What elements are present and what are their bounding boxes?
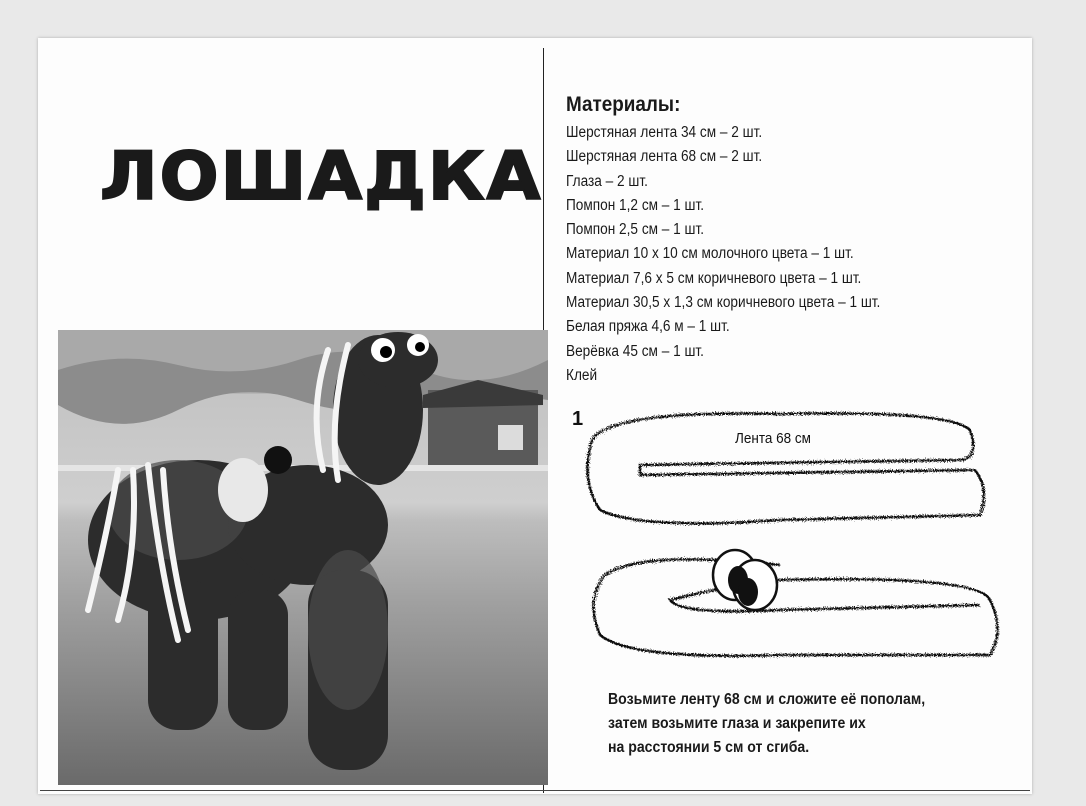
instruction-line: Возьмите ленту 68 см и сложите её пополам, <box>608 691 926 708</box>
horse-toy-photo <box>58 330 548 785</box>
material-item: Шерстяная лента 34 см – 2 шт. <box>566 124 763 141</box>
page-title: ЛОШАДКА <box>100 138 543 215</box>
ribbon-label: Лента 68 см <box>735 430 811 447</box>
material-item: Клей <box>566 366 598 384</box>
step-instructions <box>608 688 925 760</box>
material-item: Верёвка 45 см – 1 шт. <box>566 342 704 360</box>
googly-eyes-icon <box>713 550 777 610</box>
material-item: Помпон 1,2 см – 1 шт. <box>566 196 705 214</box>
material-item: Помпон 2,5 см – 1 шт. <box>566 221 705 239</box>
material-item: Материал 30,5 x 1,3 см коричневого цвета – 1 шт. <box>566 294 881 312</box>
material-item: Глаза – 2 шт. <box>566 172 648 190</box>
instruction-line: на расстоянии 5 см от сгиба. <box>608 739 810 756</box>
bottom-border <box>40 790 1030 791</box>
materials-heading: Материалы: <box>566 93 681 116</box>
material-item: Материал 7,6 x 5 см коричневого цвета – 1 шт. <box>566 269 862 287</box>
instruction-line: затем возьмите глаза и закрепите их <box>608 715 866 732</box>
materials-list <box>566 93 923 388</box>
step-number: 1 <box>572 408 584 430</box>
material-item: Материал 10 x 10 см молочного цвета – 1 шт. <box>566 245 854 263</box>
material-item: Белая пряжа 4,6 м – 1 шт. <box>566 318 730 336</box>
material-item: Шерстяная лента 68 см – 2 шт. <box>566 148 763 166</box>
